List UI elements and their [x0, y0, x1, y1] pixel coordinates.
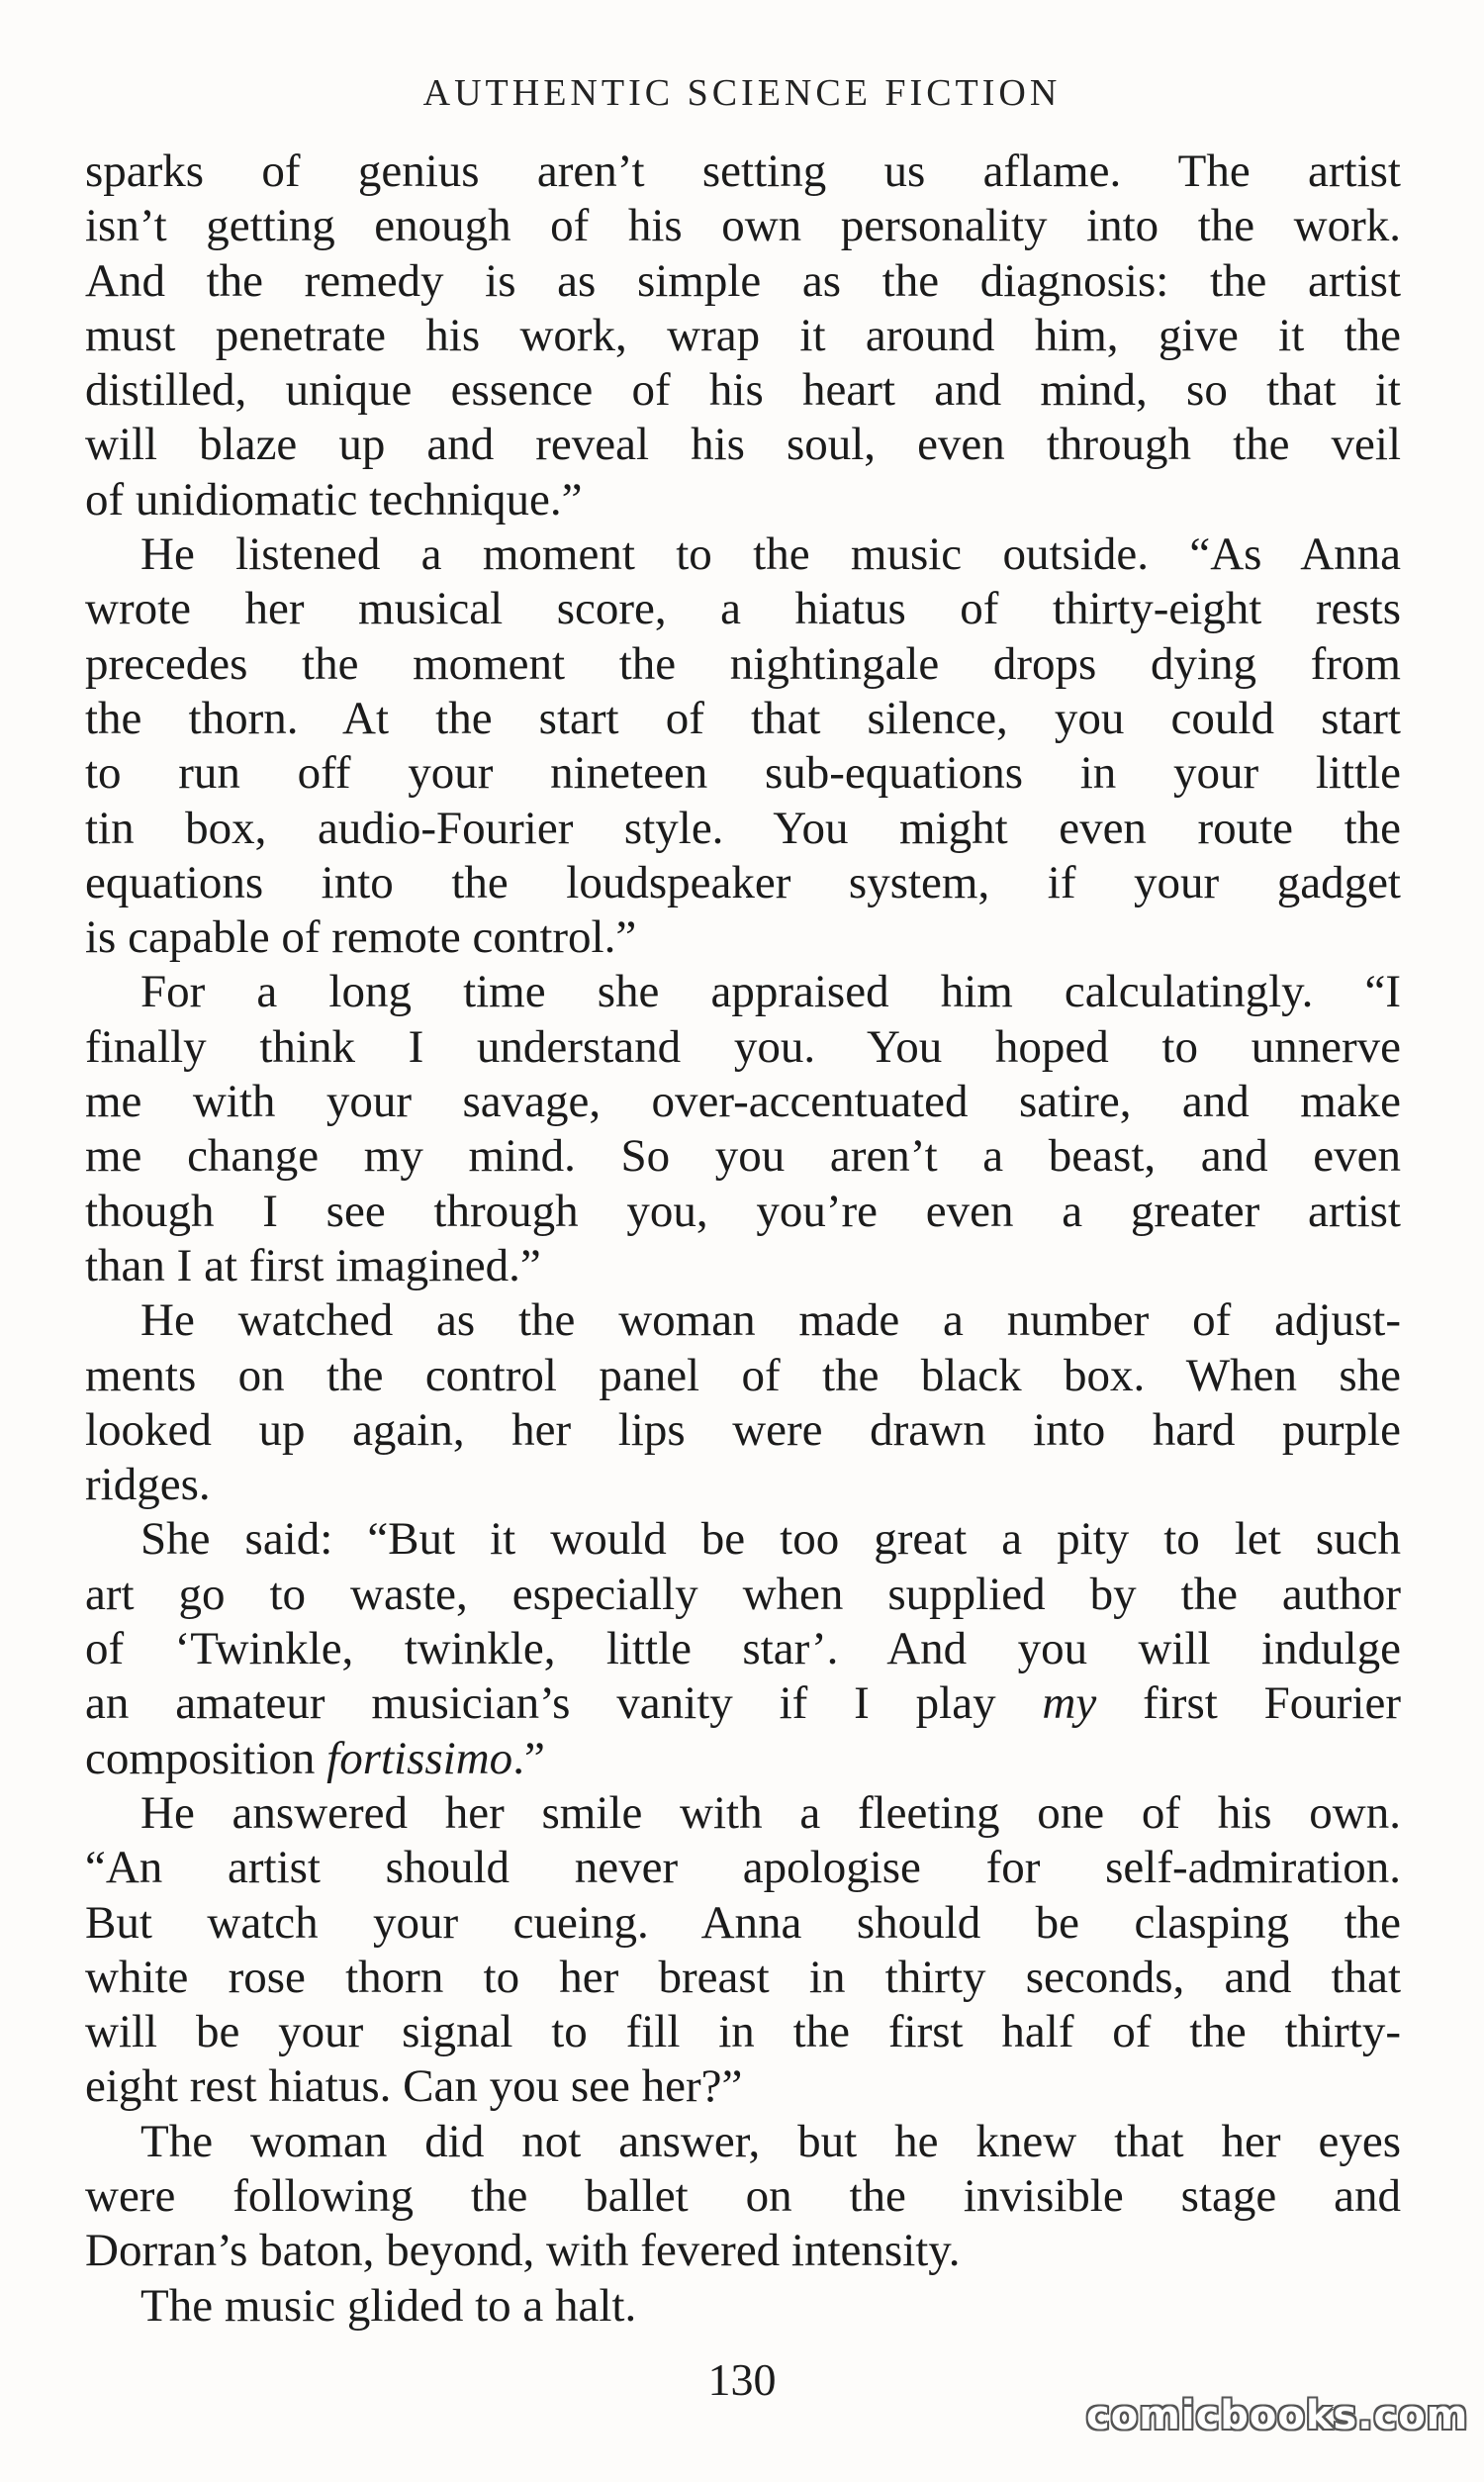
text-line: of ‘Twinkle, twinkle, little star’. And you will indulge: [85, 1623, 1401, 1675]
page-number: 130: [707, 2354, 777, 2405]
text-line: white rose thorn to her breast in thirty seconds, and that: [85, 1951, 1401, 2003]
text-line: She said: “But it would be too great a pity to let such: [140, 1513, 1401, 1566]
text-line: must penetrate his work, wrap it around him, give it the: [85, 309, 1401, 361]
text-line: looked up again, her lips were drawn into hard purple: [85, 1403, 1401, 1456]
text-line: He watched as the woman made a number of adjust-: [140, 1294, 1401, 1347]
watermark-logo: comicbooks.com: [1086, 2393, 1469, 2438]
italic-text: my: [1042, 1677, 1097, 1730]
text-line: The woman did not answer, but he knew that her eyes: [140, 2115, 1401, 2167]
text-line: He listened a moment to the music outside. “As Anna: [140, 528, 1401, 581]
text-line: distilled, unique essence of his heart and mind, so that it: [85, 364, 1401, 417]
text-run: an amateur musician’s vanity if I play: [85, 1677, 1043, 1730]
text-line: He answered her smile with a fleeting one of his own.: [140, 1786, 1401, 1839]
text-line: isn’t getting enough of his own personality into the work.: [85, 200, 1401, 252]
text-run: first Fourier: [1096, 1677, 1401, 1730]
text-line-with-italic: [85, 1732, 1401, 1786]
text-line: of unidiomatic technique.”: [85, 473, 583, 525]
text-line: me with your savage, over-accentuated satire, and make: [85, 1076, 1401, 1128]
text-line: eight rest hiatus. Can you see her?”: [85, 2060, 743, 2113]
text-line: But watch your cueing. Anna should be clasping the: [85, 1896, 1401, 1949]
text-line: And the remedy is as simple as the diagnosis: the artist: [85, 254, 1401, 307]
italic-text: fortissimo: [326, 1732, 513, 1784]
text-line: equations into the loudspeaker system, if your gadget: [85, 856, 1401, 908]
text-line: For a long time she appraised him calculatingly. “I: [140, 966, 1401, 1018]
text-line: precedes the moment the nightingale drops dying from: [85, 637, 1401, 690]
text-line: to run off your nineteen sub-equations in your little: [85, 747, 1401, 800]
body-text: [85, 144, 1401, 2334]
text-run: composition: [85, 1732, 327, 1784]
text-line: will blaze up and reveal his soul, even through the veil: [85, 419, 1401, 471]
text-line: though I see through you, you’re even a greater artist: [85, 1185, 1401, 1237]
text-line: ments on the control panel of the black box. When she: [85, 1349, 1401, 1401]
text-line: The music glided to a halt.: [140, 2279, 637, 2332]
text-line: “An artist should never apologise for self-admiration.: [85, 1842, 1401, 1894]
text-line: is capable of remote control.”: [85, 911, 637, 964]
text-line-with-italic: [85, 1676, 1401, 1731]
text-line: than I at first imagined.”: [85, 1239, 541, 1291]
text-line: wrote her musical score, a hiatus of thirty-eight rests: [85, 583, 1401, 635]
text-line: finally think I understand you. You hoped to unnerve: [85, 1020, 1401, 1073]
text-run: .”: [512, 1732, 545, 1784]
text-line: me change my mind. So you aren’t a beast, and even: [85, 1130, 1401, 1183]
running-head: AUTHENTIC SCIENCE FICTION: [422, 72, 1062, 114]
text-line: art go to waste, especially when supplied by the author: [85, 1568, 1401, 1620]
text-line: were following the ballet on the invisible stage and: [85, 2169, 1401, 2222]
text-line: will be your signal to fill in the first half of the thirty-: [85, 2006, 1401, 2058]
text-line: Dorran’s baton, beyond, with fevered intensity.: [85, 2225, 961, 2277]
text-line: sparks of genius aren’t setting us aflame. The artist: [85, 145, 1401, 197]
text-line: the thorn. At the start of that silence, you could start: [85, 692, 1401, 744]
text-line: ridges.: [85, 1459, 211, 1511]
text-line: tin box, audio-Fourier style. You might even route the: [85, 802, 1401, 854]
